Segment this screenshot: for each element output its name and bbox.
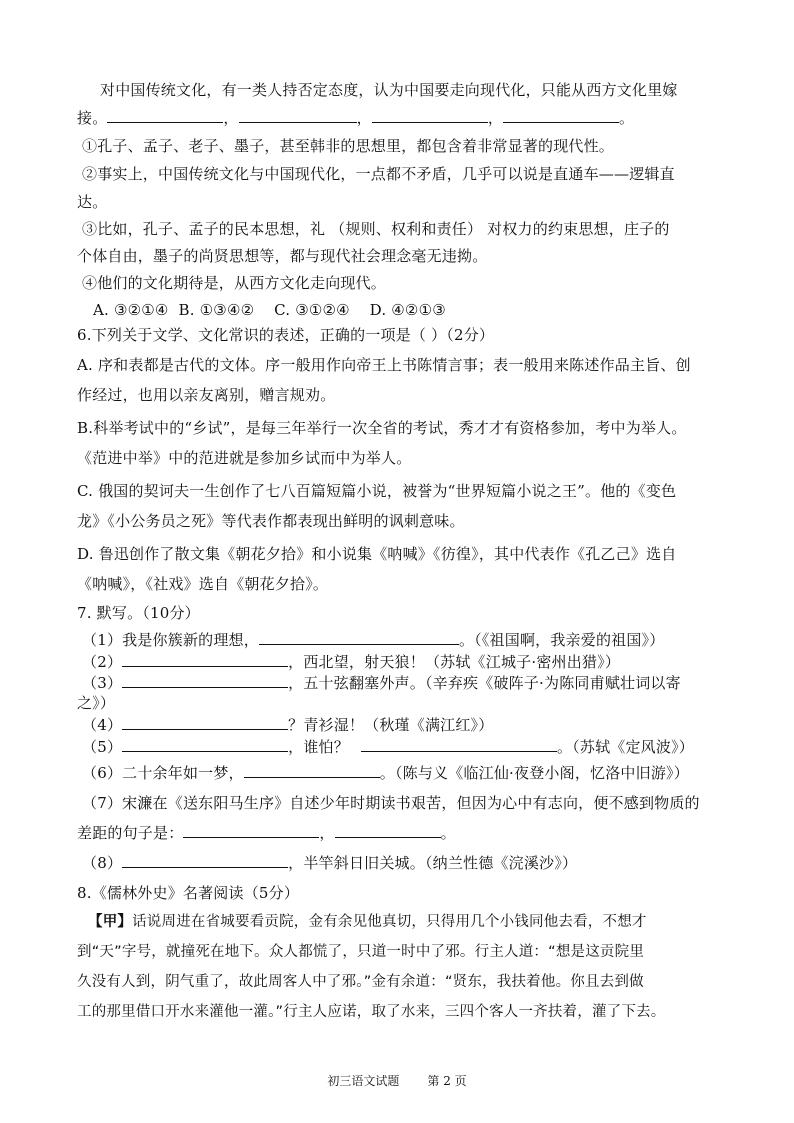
q7-item-4-prefix: （4） [82,716,123,734]
q7-item-2-prefix: （2） [82,653,123,671]
q7-item-4-suffix: ？青衫湿！（秋瑾《满江红》） [288,716,494,734]
footer-page-number: 第 2 页 [427,1074,467,1088]
q7-item-5-suffix: 。（苏轼《定风波》） [556,738,694,756]
q5-sentence-2-line2: 达。 [77,193,108,211]
q6-option-b-line2: 《范进中举》中的范进就是参加乡试而中为举人。 [77,449,412,467]
q6-option-d-line1: D. 鲁迅创作了散文集《朝花夕拾》和小说集《呐喊》《彷徨》，其中代表作《孔乙己》选自 [77,545,677,563]
q7-item-8-prefix: （8） [82,854,123,872]
q7-item-6-suffix: 。（陈与义《临江仙·夜登小阁，忆洛中旧游》） [379,764,689,782]
q7-item-7-line2 [77,823,727,843]
q7-item-5-prefix: （5） [82,738,123,756]
q7-item-2 [82,652,732,672]
q5-sep-2: ， [356,109,372,127]
q6-option-c-line1: C. 俄国的契诃夫一生创作了七八百篇短篇小说，被誉为“世界短篇小说之王”。他的《变色 [77,482,677,500]
q7-item-1 [82,630,732,650]
q5-sentence-2-line1: ②事实上，中国传统文化与中国现代化，一点都不矛盾，几乎可以说是直通车——逻辑直 [82,165,675,183]
q5-answer-blank-1[interactable] [107,108,223,123]
q7-item-7-prefix: 差距的句子是： [77,824,184,842]
q6-option-b-line1: B.科举考试中的“乡试”，是每三年举行一次全省的考试，秀才才有资格参加，考中为举人。 [77,419,687,437]
q7-item-4 [82,715,732,735]
q8-passage-line3: 久没有人到，阴气重了，故此周客人中了邪。”金有余道：“贤东，我扶着他。你且去到做 [77,974,644,990]
q7-item-3-line2: 之》） [77,694,116,712]
q7-item-8 [82,853,732,873]
q5-sep-1: ， [223,109,239,127]
q6-option-a-line2: 作经过，也用以亲友离别，赠言规劝。 [77,386,336,404]
q5-intro-line2 [77,108,727,128]
q7-stem: 7. 默写。（10分） [77,604,200,622]
q7-item-3-blank[interactable] [122,673,288,688]
q7-item-5 [82,737,732,757]
q5-sentence-4: ④他们的文化期待是，从西方文化走向现代。 [82,274,387,292]
q7-item-4-blank[interactable] [122,715,288,730]
q8-passage-line4: 工的那里借口开水来灌他一灌。”行主人应诺，取了水来，三四个客人一齐扶着，灌了下去。 [77,1004,666,1020]
q5-intro-line1: 对中国传统文化，有一类人持否定态度，认为中国要走向现代化，只能从西方文化里嫁 [100,81,678,99]
q8-passage-line1-text: 话说周进在省城要看贡院，金有余见他真切，只得用几个小钱同他去看，不想才 [132,914,647,930]
q7-item-1-blank[interactable] [259,630,459,645]
footer-title: 初三语文试题 [327,1074,400,1088]
q7-item-2-suffix: ，西北望，射天狼！（苏轼《江城子·密州出猎》） [288,653,621,671]
q5-intro-start: 接。 [77,109,108,127]
q7-item-5-blank-2[interactable] [361,737,557,752]
q7-item-7-blank-1[interactable] [183,823,319,838]
q7-item-7-middle: ， [319,824,335,842]
q5-answer-blank-3[interactable] [372,108,488,123]
q7-item-8-blank[interactable] [122,853,288,868]
q7-item-6-blank[interactable] [244,763,380,778]
q5-sentence-3-line1: ③比如，孔子、孟子的民本思想，礼 （规则、权利和责任） 对权力的约束思想，庄子的 [82,220,670,238]
q5-options: A. ③②①④ B. ①③④② C. ③①②④ D. ④②①③ [93,301,446,319]
q8-stem: 8.《儒林外史》名著阅读（5分） [77,884,300,902]
q5-sentence-3-line2: 个体自由，墨子的尚贤思想等，都与现代社会理念毫无违拗。 [77,247,488,265]
q6-stem: 6.下列关于文学、文化常识的表述，正确的一项是（ ）（2分） [77,326,495,344]
q7-item-8-suffix: ，半竿斜日旧关城。（纳兰性德《浣溪沙》） [288,854,578,872]
q8-passage-tag: 【甲】 [88,914,133,930]
q7-item-6-prefix: （6）二十余年如一梦， [82,764,244,782]
q7-item-3 [82,673,732,693]
q7-item-3-suffix: ，五十弦翻塞外声。（辛弃疾《破阵子·为陈同甫赋壮词以寄 [288,674,681,692]
q7-item-5-middle: ，谁怕？ [288,738,349,756]
q5-end: 。 [619,109,635,127]
q5-answer-blank-4[interactable] [503,108,619,123]
q6-option-a-line1: A. 序和表都是古代的文体。序一般用作向帝王上书陈情言事；表一般用来陈述作品主旨、创 [77,356,691,374]
q7-item-7-line1: （7）宋濂在《送东阳马生序》自述少年时期读书艰苦，但因为心中有志向，便不感到物质的 [82,794,700,812]
q7-item-6 [82,763,732,783]
q6-option-d-line2: 《呐喊》，《社戏》选自《朝花夕拾》。 [77,575,329,593]
q7-item-1-prefix: （1）我是你簇新的理想， [82,631,259,649]
q8-passage-line1 [88,912,728,932]
q7-item-7-suffix: 。 [440,824,456,842]
page-footer [0,1073,794,1089]
q7-item-5-blank-1[interactable] [122,737,288,752]
q7-item-2-blank[interactable] [122,652,288,667]
q5-sep-3: ， [487,109,504,127]
q8-passage-line2: 到“天”字号，就撞死在地下。众人都慌了，只道一时中了邪。行主人道：“想是这贡院里 [77,944,645,960]
q7-item-3-prefix: （3） [82,674,123,692]
q7-item-7-blank-2[interactable] [335,823,441,838]
q5-answer-blank-2[interactable] [239,108,357,123]
q6-option-c-line2: 龙》《小公务员之死》等代表作都表现出鲜明的讽刺意味。 [77,512,465,530]
q7-item-1-suffix: 。（《祖国啊，我亲爱的祖国》） [458,631,665,649]
q5-sentence-1: ①孔子、孟子、老子、墨子，甚至韩非的思想里，都包含着非常显著的现代性。 [82,137,615,155]
